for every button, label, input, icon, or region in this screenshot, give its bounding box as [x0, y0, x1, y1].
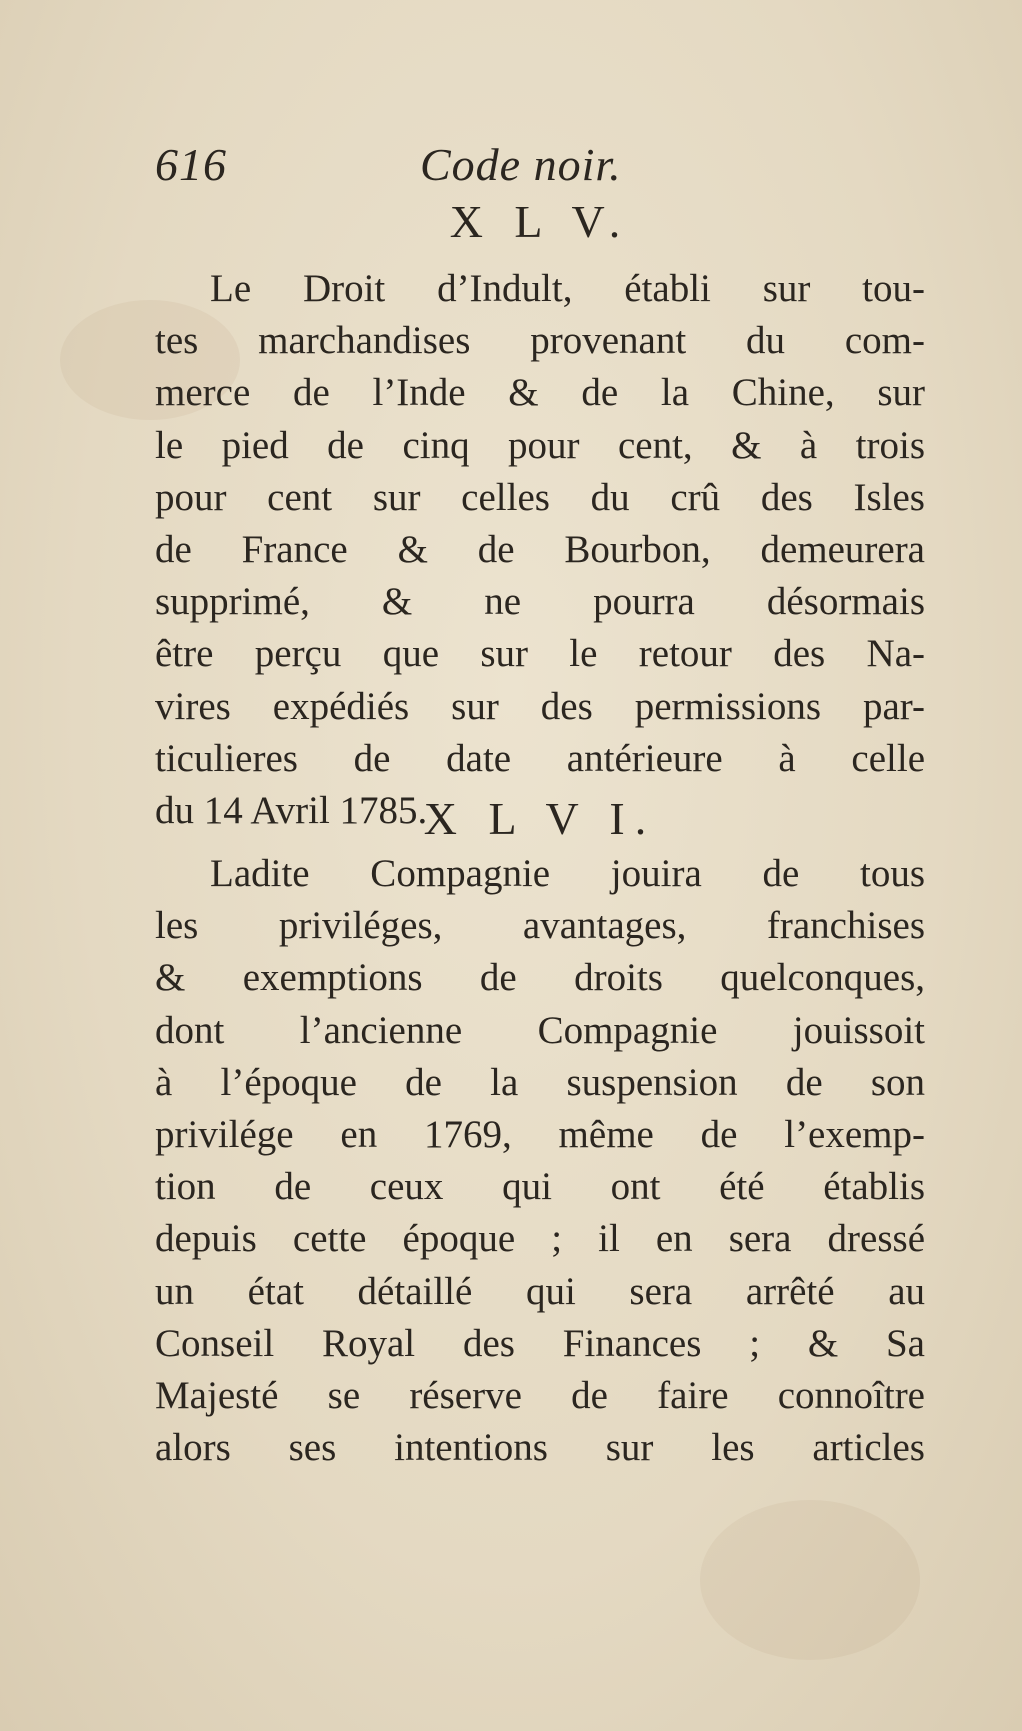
- running-head: [155, 138, 925, 200]
- text-line: ticulieres de date antérieure à celle: [155, 736, 925, 780]
- text-line: vires expédiés sur des permissions par-: [155, 684, 925, 728]
- text-line: dont l’ancienne Compagnie jouissoit: [155, 1008, 925, 1052]
- text-line: Ladite Compagnie jouira de tous: [210, 852, 925, 895]
- text-line: les priviléges, avantages, franchises: [155, 904, 925, 948]
- text-line: tion de ceux qui ont été établis: [155, 1165, 925, 1209]
- text-line: de France & de Bourbon, demeurera: [155, 528, 925, 572]
- text-line: Conseil Royal des Finances ; & Sa: [155, 1321, 925, 1365]
- text-line: être perçu que sur le retour des Na-: [155, 632, 925, 676]
- article-xlv-text: [155, 263, 925, 837]
- article-heading-xlvi: X L V I.: [423, 793, 657, 844]
- text-line: Majesté se réserve de faire connoître: [155, 1374, 925, 1418]
- text-line: le pied de cinq pour cent, & à trois: [155, 423, 925, 467]
- running-title: Code noir.: [420, 139, 622, 190]
- text-line: à l’époque de la suspension de son: [155, 1060, 925, 1104]
- text-line: Le Droit d’Indult, établi sur tou-: [210, 267, 925, 310]
- text-line: pour cent sur celles du crû des Isles: [155, 475, 925, 519]
- text-line: tes marchandises provenant du com-: [155, 319, 925, 363]
- page-content: [155, 138, 925, 1470]
- text-line: & exemptions de droits quelconques,: [155, 956, 925, 1000]
- text-line: merce de l’Inde & de la Chine, sur: [155, 371, 925, 415]
- paper-stain: [700, 1500, 920, 1660]
- article-xlvi-text: [155, 848, 925, 1474]
- text-line: un état détaillé qui sera arrêté au: [155, 1269, 925, 1313]
- text-line: supprimé, & ne pourra désormais: [155, 580, 925, 624]
- article-heading-xlv: X L V.: [449, 196, 631, 247]
- text-line: alors ses intentions sur les articles: [155, 1426, 925, 1470]
- text-line: depuis cette époque ; il en sera dressé: [155, 1217, 925, 1261]
- text-line: du 14 Avril 1785.: [155, 789, 428, 833]
- page-number: 616: [155, 139, 227, 190]
- text-line: privilége en 1769, même de l’exemp-: [155, 1113, 925, 1157]
